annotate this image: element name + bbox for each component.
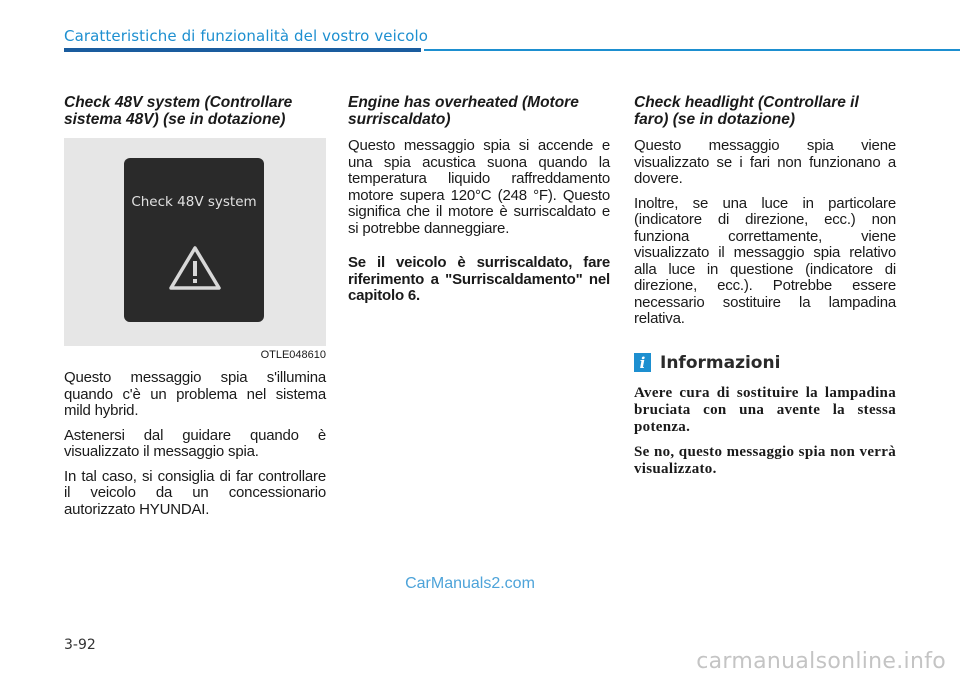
column-check-48v: [64, 94, 326, 526]
cluster-display: [124, 158, 264, 322]
heading-engine-overheated: Engine has overheated (Motore surriscaldato): [348, 94, 579, 128]
site-watermark: carmanualsonline.info: [696, 649, 946, 674]
heading-check-48v: Check 48V system (Controllare sistema 48V) (se in dotazione): [64, 94, 293, 128]
column-engine-overheated: [348, 94, 610, 313]
info-paragraph: Se no, questo messaggio spia non verrà visualizzato.: [634, 443, 896, 477]
column-check-headlight: [634, 94, 896, 486]
header-rule-dark: [64, 48, 421, 52]
display-message: Check 48V system: [131, 194, 257, 210]
paragraph: Astenersi dal guidare quando è visualizzato il messaggio spia.: [64, 426, 326, 460]
figure-code: OTLE048610: [260, 349, 326, 361]
paragraph: In tal caso, si consiglia di far controllare il veicolo da un concessionario autorizzato HYUNDAI.: [64, 467, 326, 518]
warning-triangle-icon: [168, 244, 222, 292]
info-icon: i: [634, 353, 651, 372]
info-paragraph: Avere cura di sostituire la lampadina bruciata con una avente la stessa potenza.: [634, 384, 896, 435]
page-number: 3-92: [64, 637, 96, 653]
watermark-link[interactable]: CarManuals2.com: [405, 575, 535, 592]
section-title: Caratteristiche di funzionalità del vostro veicolo: [64, 27, 429, 45]
paragraph: Inoltre, se una luce in particolare (indicatore di direzione, ecc.) non funziona correttamente, viene visualizzato il messaggio spia relativo alla luce in questione (indicatore di direzione, ecc.). Potrebbe essere necessario sostituire la lampadina relativa.: [634, 194, 896, 327]
paragraph: Questo messaggio spia si accende e una spia acustica suona quando la temperatura liquido raffreddamento motore supera 120°C (248 °F). Questo significa che il motore è surriscaldato e si potrebbe danneggiare.: [348, 137, 610, 237]
paragraph: Questo messaggio spia viene visualizzato se i fari non funzionano a dovere.: [634, 137, 896, 187]
figure-check-48v: [64, 138, 326, 346]
heading-check-headlight: Check headlight (Controllare il faro) (se in dotazione): [634, 94, 859, 128]
bold-reference-paragraph: Se il veicolo è surriscaldato, fare riferimento a "Surriscaldamento" nel capitolo 6.: [348, 254, 610, 304]
info-title: Informazioni: [660, 352, 781, 373]
paragraph: Questo messaggio spia s'illumina quando c'è un problema nel sistema mild hybrid.: [64, 369, 326, 419]
header-rule-light: [424, 49, 960, 51]
info-box-header: [634, 353, 896, 373]
